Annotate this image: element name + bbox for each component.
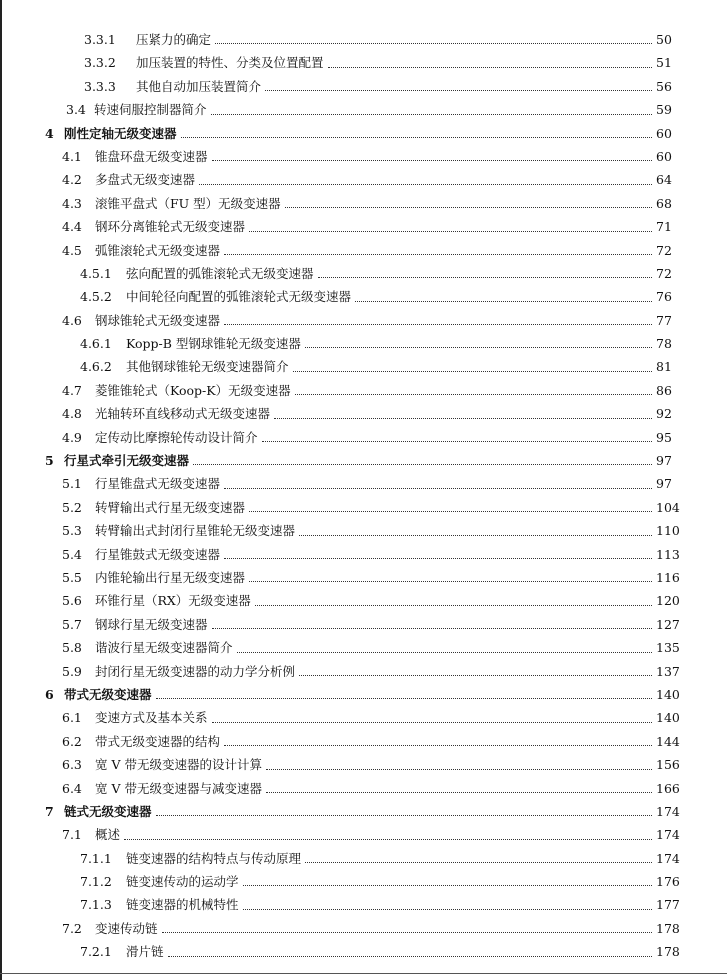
toc-entry-page: 174 [656, 850, 680, 866]
toc-leader-dots [215, 21, 652, 44]
toc-entry-title: 光轴转环直线移动式无级变速器 [95, 406, 271, 422]
toc-leader-dots [318, 255, 652, 278]
toc-entry-number: 3.3.2 [84, 55, 116, 71]
toc-leader-dots [266, 746, 652, 769]
toc-entry-number: 7.1 [62, 827, 82, 843]
toc-entry-page: 166 [656, 780, 680, 796]
toc-entry-title: 转臂输出式行星无级变速器 [95, 499, 246, 515]
toc-entry-title: 链变速传动的运动学 [126, 874, 239, 890]
toc-leader-dots [262, 419, 652, 442]
toc-entry-page: 92 [656, 406, 672, 422]
toc-leader-dots [168, 933, 652, 956]
toc-leader-dots [212, 699, 652, 722]
toc-entry-page: 110 [656, 523, 680, 539]
toc-entry-number: 7.1.3 [80, 897, 112, 913]
toc-entry-page: 174 [656, 827, 680, 843]
toc-entry-page: 86 [656, 382, 672, 398]
toc-leader-dots [305, 840, 652, 863]
table-of-contents [0, 28, 727, 964]
toc-entry-number: 3.3.1 [84, 32, 116, 47]
toc-entry-number: 5.4 [62, 546, 82, 562]
toc-entry-title: 行星锥盘式无级变速器 [95, 476, 221, 492]
toc-entry-number: 5.9 [62, 663, 82, 679]
toc-entry-number: 6.3 [62, 757, 82, 773]
toc-entry-page: 50 [656, 32, 672, 47]
toc-entry-page: 140 [656, 686, 680, 702]
toc-leader-dots [328, 44, 652, 67]
toc-entry-page: 95 [656, 429, 672, 445]
toc-entry-title: 中间轮径向配置的弧锥滚轮式无级变速器 [126, 289, 352, 305]
toc-entry-page: 137 [656, 663, 680, 679]
toc-entry-number: 4.1 [62, 148, 82, 164]
toc-entry-number: 7.2 [62, 920, 82, 936]
toc-entry-title: 行星锥鼓式无级变速器 [95, 546, 221, 562]
toc-leader-dots [265, 68, 652, 91]
toc-entry-title: 概述 [95, 827, 121, 843]
toc-entry-title: 其他钢球锥轮无级变速器简介 [126, 359, 289, 375]
toc-leader-dots [193, 442, 652, 465]
toc-leader-dots [224, 465, 652, 488]
toc-entry-title: 钢球行星无级变速器 [95, 616, 208, 632]
toc-entry-page: 144 [656, 733, 680, 749]
toc-entry-number: 5.7 [62, 616, 82, 632]
toc-entry-number: 5.8 [62, 640, 82, 656]
toc-entry-page: 71 [656, 219, 672, 235]
toc-leader-dots [162, 910, 652, 933]
toc-entry-number: 4.5 [62, 242, 82, 258]
toc-entry-title: 多盘式无级变速器 [95, 172, 196, 188]
toc-entry-number: 5.3 [62, 523, 82, 539]
toc-entry-number: 4.6.2 [80, 359, 112, 375]
toc-entry-title: 宽 V 带无级变速器的设计计算 [95, 757, 262, 773]
toc-entry-number: 4 [45, 125, 54, 141]
toc-entry-number: 5.6 [62, 593, 82, 609]
toc-leader-dots [355, 278, 652, 301]
toc-entry-page: 77 [656, 312, 672, 328]
toc-entry-title: 菱锥锥轮式（Koop-K）无级变速器 [95, 382, 291, 398]
toc-leader-dots [295, 372, 652, 395]
toc-entry-title: 转臂输出式封闭行星锥轮无级变速器 [95, 523, 296, 539]
toc-entry-number: 7.2.1 [80, 944, 112, 960]
toc-leader-dots [124, 816, 652, 839]
toc-leader-dots [224, 536, 652, 559]
toc-leader-dots [181, 115, 652, 138]
toc-entry-title: 滚锥平盘式（FU 型）无级变速器 [95, 195, 281, 211]
toc-entry-title: 锥盘环盘无级变速器 [95, 148, 208, 164]
toc-entry-number: 7.1.1 [80, 850, 112, 866]
toc-entry-number: 5 [45, 453, 54, 469]
toc-entry-page: 104 [656, 499, 680, 515]
toc-entry-title: 链变速器的结构特点与传动原理 [126, 850, 302, 866]
toc-entry-title: 滑片链 [126, 944, 164, 960]
toc-leader-dots [156, 676, 652, 699]
toc-leader-dots [224, 723, 652, 746]
page-bottom-rule [0, 973, 727, 974]
toc-entry-title: 宽 V 带无级变速器与减变速器 [95, 780, 262, 796]
toc-leader-dots [285, 185, 652, 208]
toc-entry-page: 116 [656, 569, 680, 585]
toc-leader-dots [212, 606, 652, 629]
toc-entry-number: 4.6.1 [80, 336, 112, 352]
toc-entry-page: 140 [656, 710, 680, 726]
toc-leader-dots [305, 325, 652, 348]
toc-leader-dots [266, 770, 652, 793]
toc-entry-title: 链变速器的机械特性 [126, 897, 239, 913]
toc-entry-number: 3.3.3 [84, 78, 116, 94]
toc-entry-page: 60 [656, 125, 672, 141]
toc-leader-dots [237, 629, 652, 652]
toc-leader-dots [212, 138, 652, 161]
toc-entry-page: 97 [656, 453, 672, 469]
toc-entry-title: 加压装置的特性、分类及位置配置 [136, 55, 324, 71]
toc-entry-number: 5.5 [62, 569, 82, 585]
toc-leader-dots [299, 653, 652, 676]
toc-entry-title: 带式无级变速器的结构 [95, 733, 221, 749]
toc-entry-page: 68 [656, 195, 672, 211]
toc-entry-title: 变速方式及基本关系 [95, 710, 208, 726]
toc-entry-title: Kopp-B 型钢球锥轮无级变速器 [126, 336, 301, 352]
toc-entry-title: 带式无级变速器 [64, 686, 152, 702]
toc-entry-number: 4.8 [62, 406, 82, 422]
toc-leader-dots [293, 348, 652, 371]
toc-entry-page: 59 [656, 102, 672, 118]
toc-leader-dots [255, 582, 652, 605]
toc-leader-dots [299, 512, 652, 535]
toc-entry-title: 内锥轮输出行星无级变速器 [95, 569, 246, 585]
toc-entry-number: 4.5.2 [80, 289, 112, 305]
toc-entry-title: 弦向配置的弧锥滚轮式无级变速器 [126, 265, 314, 281]
toc-entry-title: 钢球锥轮式无级变速器 [95, 312, 221, 328]
toc-entry-page: 178 [656, 920, 680, 936]
toc-entry-title: 其他自动加压装置简介 [136, 78, 262, 94]
toc-entry-page: 64 [656, 172, 672, 188]
toc-entry-title: 弧锥滚轮式无级变速器 [95, 242, 221, 258]
toc-entry-page: 51 [656, 55, 672, 71]
toc-leader-dots [199, 161, 652, 184]
toc-entry-number: 4.6 [62, 312, 82, 328]
toc-leader-dots [249, 559, 652, 582]
toc-entry-page: 76 [656, 289, 672, 305]
toc-entry-page: 60 [656, 148, 672, 164]
toc-entry-title: 链式无级变速器 [64, 803, 152, 819]
toc-entry-number: 6 [45, 686, 54, 702]
toc-entry-title: 行星式牵引无级变速器 [64, 453, 190, 469]
toc-entry-number: 5.1 [62, 476, 82, 492]
toc-entry-number: 4.2 [62, 172, 82, 188]
toc-entry-title: 压紧力的确定 [136, 32, 212, 47]
toc-entry-page: 72 [656, 242, 672, 258]
toc-leader-dots [243, 863, 652, 886]
toc-entry-page: 176 [656, 874, 680, 890]
toc-entry-page: 177 [656, 897, 680, 913]
toc-entry-page: 127 [656, 616, 680, 632]
toc-entry-title: 谐波行星无级变速器简介 [95, 640, 233, 656]
toc-entry-page: 135 [656, 640, 680, 656]
toc-leader-dots [156, 793, 652, 816]
toc-leader-dots [249, 208, 652, 231]
toc-entry-page: 156 [656, 757, 680, 773]
toc-entry-page: 120 [656, 593, 680, 609]
toc-entry-title: 环锥行星（RX）无级变速器 [95, 593, 251, 609]
toc-entry-title: 刚性定轴无级变速器 [64, 125, 177, 141]
toc-entry-page: 113 [656, 546, 680, 562]
toc-entry-number: 7.1.2 [80, 874, 112, 890]
toc-entry-page: 78 [656, 336, 672, 352]
toc-entry-number: 7 [45, 803, 54, 819]
toc-entry [0, 940, 727, 963]
toc-entry-number: 6.2 [62, 733, 82, 749]
toc-entry-title: 转速伺服控制器简介 [94, 102, 207, 118]
toc-entry-page: 72 [656, 265, 672, 281]
toc-leader-dots [249, 489, 652, 512]
toc-entry-number: 4.4 [62, 219, 82, 235]
toc-leader-dots [243, 886, 652, 909]
toc-entry-page: 81 [656, 359, 672, 375]
toc-leader-dots [274, 395, 652, 418]
toc-entry-title: 变速传动链 [95, 920, 158, 936]
toc-entry-number: 4.7 [62, 382, 82, 398]
toc-entry-page: 97 [656, 476, 672, 492]
toc-entry-title: 钢环分离锥轮式无级变速器 [95, 219, 246, 235]
toc-entry-number: 6.4 [62, 780, 82, 796]
toc-entry-page: 56 [656, 78, 672, 94]
toc-entry-number: 5.2 [62, 499, 82, 515]
toc-entry-title: 封闭行星无级变速器的动力学分析例 [95, 663, 296, 679]
toc-entry-number: 6.1 [62, 710, 82, 726]
toc-entry-title: 定传动比摩擦轮传动设计简介 [95, 429, 258, 445]
toc-entry-number: 3.4 [66, 102, 86, 118]
toc-leader-dots [224, 232, 652, 255]
toc-leader-dots [224, 302, 652, 325]
toc-entry-page: 174 [656, 803, 680, 819]
toc-entry-number: 4.3 [62, 195, 82, 211]
toc-entry-page: 178 [656, 944, 680, 960]
toc-entry-number: 4.9 [62, 429, 82, 445]
toc-leader-dots [211, 91, 652, 114]
toc-entry-number: 4.5.1 [80, 265, 112, 281]
